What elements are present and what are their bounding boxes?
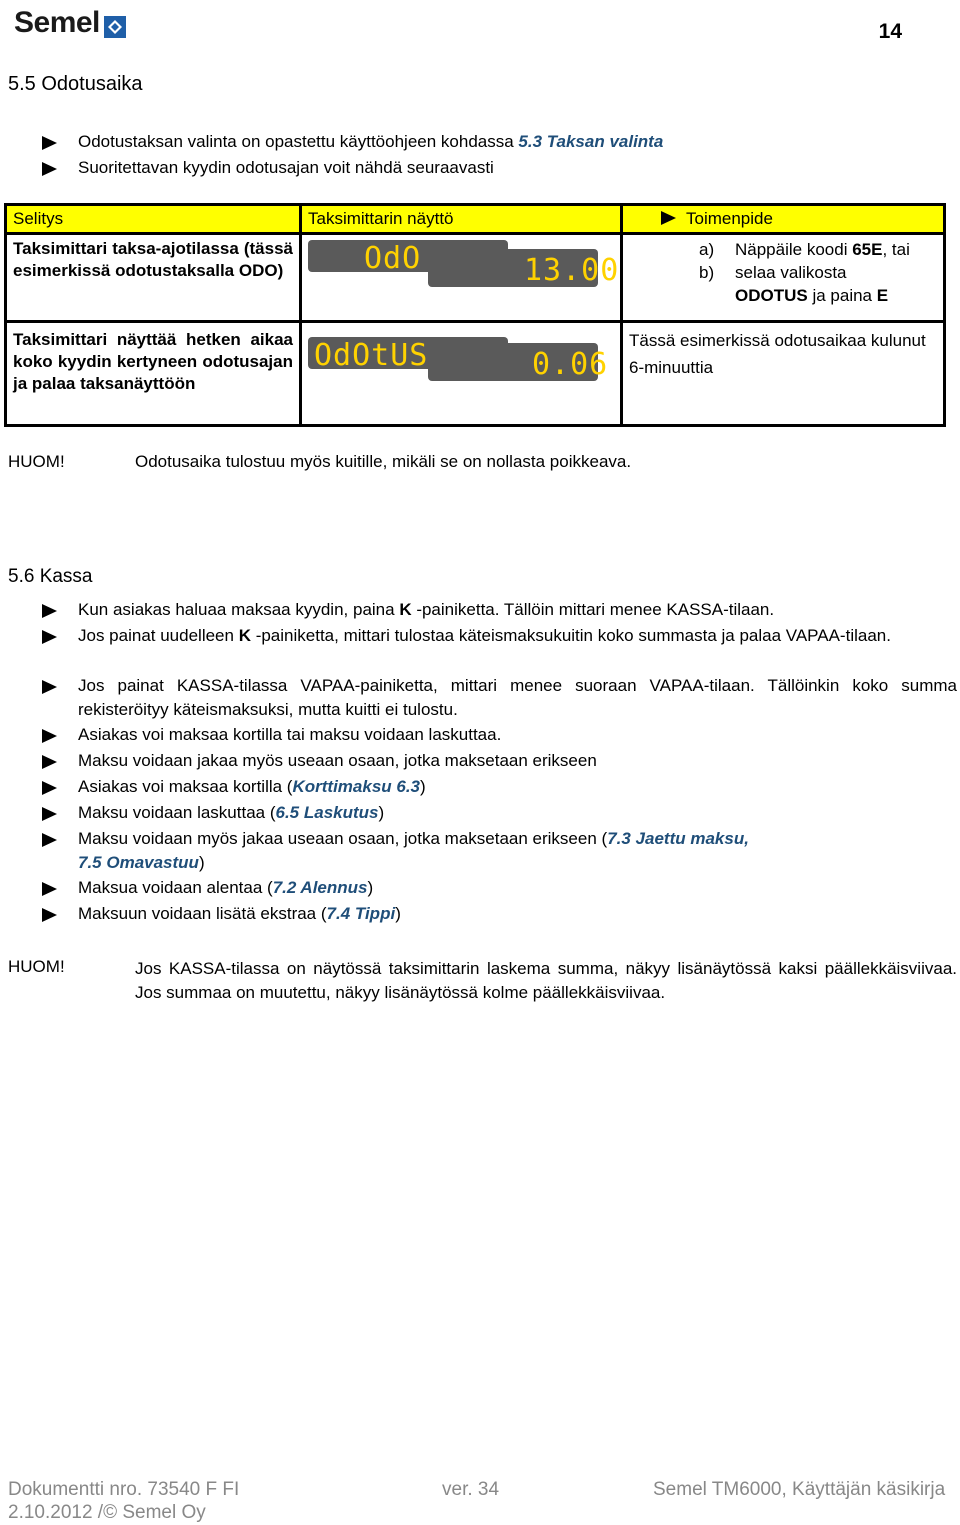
list-item: Maksuun voidaan lisätä ekstraa (7.4 Tippi)	[42, 902, 957, 926]
link-5-3[interactable]: 5.3 Taksan valinta	[518, 132, 664, 151]
note-text: Odotusaika tulostuu myös kuitille, mikäli se on nollasta poikkeava.	[135, 452, 632, 471]
footer-date: 2.10.2012 /© Semel Oy	[8, 1502, 206, 1523]
bullet-arrow-icon	[42, 136, 57, 150]
list-item: Asiakas voi maksaa kortilla (Korttimaksu 6.3)	[42, 775, 957, 799]
table-row	[6, 234, 945, 322]
bullet-arrow-icon	[42, 781, 57, 795]
bullet-arrow-icon	[42, 729, 57, 743]
table-header-row	[6, 205, 945, 234]
bullet-arrow-icon	[42, 604, 57, 618]
row1-display	[301, 234, 622, 322]
link-omavastuu[interactable]: 7.5 Omavastuu	[78, 853, 199, 872]
bullet-arrow-icon	[42, 908, 57, 922]
note-text: Jos KASSA-tilassa on näytössä taksimittarin laskema summa, näkyy lisänäytössä kaksi päällekkäisviivaa. Jos summaa on muutettu, näkyy lisänäytössä kolme päällekkäisviivaa.	[135, 959, 957, 1002]
lcd-display-right: 13.00	[428, 249, 598, 287]
list-item: Suoritettavan kyydin odotusajan voit nähdä seuraavasti	[42, 156, 957, 180]
row2-desc: Taksimittari näyttää hetken aikaa koko kyydin kertyneen odotusajan ja palaa taksanäyttöön	[6, 322, 301, 426]
logo-text: Semel	[14, 6, 100, 39]
logo-mark-icon	[104, 12, 126, 34]
bullet-arrow-icon	[661, 211, 676, 225]
bullet-arrow-icon	[42, 680, 57, 694]
row2-display	[301, 322, 622, 426]
odotusaika-table	[4, 203, 946, 427]
link-korttimaksu[interactable]: Korttimaksu 6.3	[292, 777, 421, 796]
link-tippi[interactable]: 7.4 Tippi	[326, 904, 396, 923]
list-item: Jos painat KASSA-tilassa VAPAA-painiketta, mittari menee suoraan VAPAA-tilaan. Tällöinkin koko summa rekisteröityy käteismaksuksi, mutta kuitti ei tulostu.	[42, 674, 957, 722]
link-laskutus[interactable]: 6.5 Laskutus	[275, 803, 379, 822]
bullet-arrow-icon	[42, 755, 57, 769]
section-title-5-6: 5.6 Kassa	[8, 566, 93, 587]
list-item: Maksu voidaan jakaa myös useaan osaan, jotka maksetaan erikseen	[42, 749, 957, 773]
list-item: Jos painat uudelleen K -painiketta, mittari tulostaa käteismaksukuitin koko summasta ja palaa VAPAA-tilaan.	[42, 624, 957, 648]
table-row	[6, 322, 945, 426]
page-number: 14	[878, 20, 902, 43]
header-toimenpide: Toimenpide	[622, 205, 945, 234]
row1-action: a) Näppäile koodi 65E, tai b) selaa valikosta ODOTUS ja paina E	[622, 234, 945, 322]
link-alennus[interactable]: 7.2 Alennus	[272, 878, 368, 897]
link-jaettu-maksu[interactable]: 7.3 Jaettu maksu,	[607, 829, 749, 848]
row2-action: Tässä esimerkissä odotusaikaa kulunut 6-minuuttia	[622, 322, 945, 426]
footer-product: Semel TM6000, Käyttäjän käsikirja	[653, 1479, 946, 1500]
header-naytto: Taksimittarin näyttö	[301, 205, 622, 234]
bullet-arrow-icon	[42, 833, 57, 847]
section-title-5-5: 5.5 Odotusaika	[8, 73, 143, 95]
list-item: Maksua voidaan alentaa (7.2 Alennus)	[42, 876, 957, 900]
note-label: HUOM!	[8, 957, 65, 976]
bullet-arrow-icon	[42, 630, 57, 644]
list-item: Kun asiakas haluaa maksaa kyydin, paina K -painiketta. Tällöin mittari menee KASSA-tilaan.	[42, 598, 957, 622]
footer-document-number: Dokumentti nro. 73540 F FI	[8, 1479, 240, 1500]
list-item: Maksu voidaan laskuttaa (6.5 Laskutus)	[42, 801, 957, 825]
lcd-display-left: OdOtUS	[308, 337, 508, 369]
list-item: Odotustaksan valinta on opastettu käyttöohjeen kohdassa 5.3 Taksan valinta	[42, 130, 957, 154]
header-selitys: Selitys	[6, 205, 301, 234]
note-label: HUOM!	[8, 452, 65, 471]
list-item: Asiakas voi maksaa kortilla tai maksu voidaan laskuttaa.	[42, 723, 957, 747]
bullet-arrow-icon	[42, 807, 57, 821]
bullet-arrow-icon	[42, 882, 57, 896]
semel-logo	[14, 6, 126, 40]
list-item: Maksu voidaan myös jakaa useaan osaan, jotka maksetaan erikseen (7.3 Jaettu maksu, 7.5 Omavastuu)	[42, 827, 957, 875]
row1-desc: Taksimittari taksa-ajotilassa (tässä esimerkissä odotustaksalla ODO)	[6, 234, 301, 322]
lcd-display-left: OdO	[308, 240, 508, 272]
lcd-display-right: 0.06	[428, 343, 598, 381]
bullet-arrow-icon	[42, 162, 57, 176]
footer-version: ver. 34	[442, 1479, 500, 1500]
